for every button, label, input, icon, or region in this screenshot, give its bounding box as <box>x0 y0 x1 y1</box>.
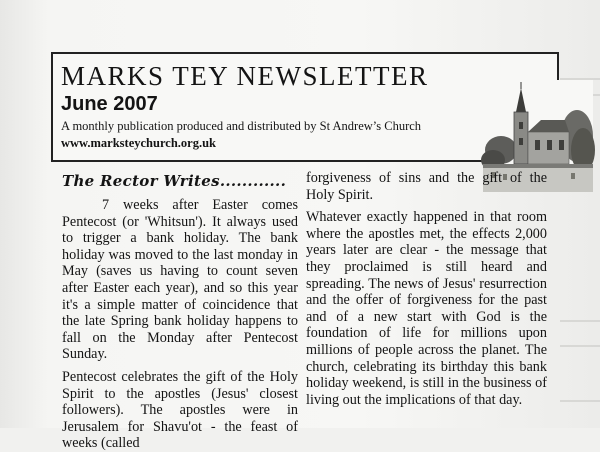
paragraph: forgiveness of sins and the gift of the Holy Spirit. <box>306 170 547 203</box>
paragraph: Whatever exactly happened in that room where the apostles met, the effects 2,000 years later are clear - the message that they proclaimed is still heard and spreading. The news of Jesus' resurrection and the offer of forgiveness for the past and of a new start with God is the foundation of life for millions upon millions of people across the planet. The church, celebrating its birthday this bank holiday weekend, is still in the business of living out the implications of that day. <box>306 209 547 408</box>
left-column <box>62 170 298 452</box>
bleed-through-mark <box>560 400 600 402</box>
paragraph: 7 weeks after Easter comes Pentecost (or 'Whitsun'). It always used to trigger a bank holiday. The bank holiday was moved to the last monday in May (saves us having to count seven after Easter each year), and so this year it's a simple matter of coincidence that the late Spring bank holiday happens to fall on the Monday after Pentecost Sunday. <box>62 197 298 363</box>
newsletter-title: MARKS TEY NEWSLETTER <box>61 61 429 91</box>
tagline: A monthly publication produced and distributed by St Andrew’s Church <box>61 119 422 133</box>
bleed-through-mark <box>560 345 600 347</box>
masthead-box <box>51 52 559 162</box>
paragraph: Pentecost celebrates the gift of the Holy Spirit to the apostles (Jesus' closest followers). The apostles were in Jerusalem for Shavu'ot - the feast of weeks (called <box>62 368 298 452</box>
article-heading: The Rector Writes............ <box>62 172 287 190</box>
right-column <box>306 170 547 408</box>
issue-date: June 2007 <box>61 93 158 115</box>
bleed-through-mark <box>560 320 600 322</box>
website-link[interactable]: www.marksteychurch.org.uk <box>61 136 216 150</box>
